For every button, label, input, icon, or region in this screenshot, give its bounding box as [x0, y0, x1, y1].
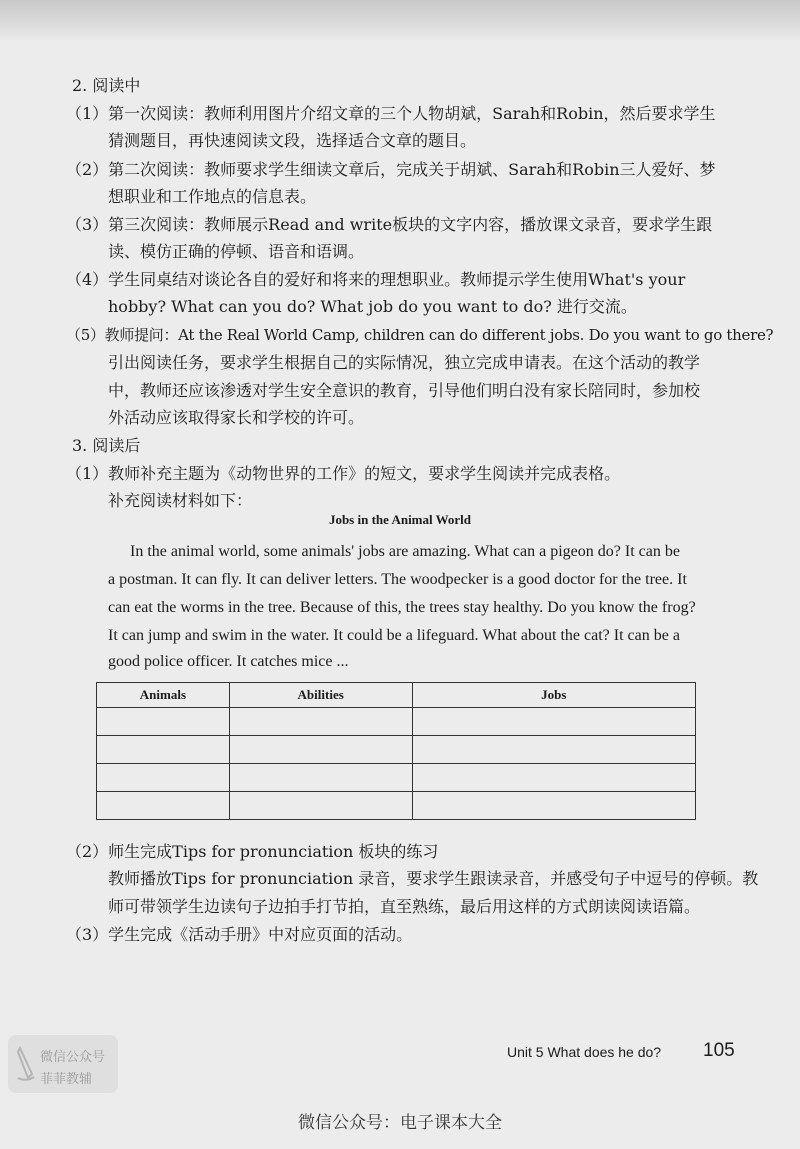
- reading-during-line: 想职业和工作地点的信息表。: [108, 187, 317, 206]
- article-line: good police officer. It catches mice ...: [108, 653, 349, 670]
- article-line: can eat the worms in the tree. Because of this, the trees stay healthy. Do you know the frog?: [108, 599, 696, 616]
- table-header-abilities: Abilities: [229, 683, 412, 708]
- table-row: [97, 708, 696, 736]
- reading-during-line: 外活动应该取得家长和学校的许可。: [108, 408, 365, 427]
- table-row: [97, 792, 696, 820]
- reading-during-line: 猜测题目，再快速阅读文段，选择适合文章的题目。: [108, 131, 477, 150]
- reading-during-line: （1）第一次阅读：教师利用图片介绍文章的三个人物胡斌，Sarah和Robin，然后要求学生: [66, 104, 716, 123]
- table-cell: [97, 708, 230, 736]
- section-heading-reading-during: 2. 阅读中: [72, 76, 141, 95]
- page-number: 105: [703, 1040, 735, 1061]
- reading-during-line: 引出阅读任务，要求学生根据自己的实际情况，独立完成申请表。在这个活动的教学: [108, 353, 701, 372]
- reading-during-line: （5）教师提问：At the Real World Camp, children can do different jobs. Do you want to go there?: [66, 326, 774, 344]
- table-cell: [229, 736, 412, 764]
- watermark-logo-line: 菲菲教辅: [40, 1072, 93, 1087]
- table-cell: [97, 736, 230, 764]
- reading-during-line: （3）第三次阅读：教师展示Read and write板块的文字内容，播放课文录音，要求学生跟: [66, 215, 713, 234]
- reading-during-line: （4）学生同桌结对谈论各自的爱好和将来的理想职业。教师提示学生使用What's your: [66, 270, 686, 289]
- reading-during-line: （2）第二次阅读：教师要求学生细读文章后，完成关于胡斌、Sarah和Robin三人爱好、梦: [66, 160, 716, 179]
- table-cell: [229, 708, 412, 736]
- table-header-jobs: Jobs: [412, 683, 695, 708]
- table-cell: [412, 764, 695, 792]
- running-footer-unit: Unit 5 What does he do?: [507, 1044, 662, 1060]
- reading-during-line: hobby? What can you do? What job do you want to do? 进行交流。: [108, 297, 637, 316]
- reading-after-line: （1）教师补充主题为《动物世界的工作》的短文，要求学生阅读并完成表格。: [66, 464, 621, 483]
- bottom-watermark: 微信公众号：电子课本大全: [298, 1113, 502, 1133]
- after-table-line: （3）学生完成《活动手册》中对应页面的活动。: [66, 925, 413, 944]
- table-cell: [229, 764, 412, 792]
- table-cell: [412, 792, 695, 820]
- article-title: Jobs in the Animal World: [328, 512, 472, 527]
- table-cell: [97, 764, 230, 792]
- after-table-line: 教师播放Tips for pronunciation 录音，要求学生跟读录音，并感受句子中逗号的停顿。教: [108, 869, 759, 888]
- table-cell: [97, 792, 230, 820]
- article-line: In the animal world, some animals' jobs are amazing. What can a pigeon do? It can be: [130, 543, 680, 560]
- reading-during-line: 中，教师还应该渗透对学生安全意识的教育，引导他们明白没有家长陪同时，参加校: [108, 381, 701, 400]
- table-header-row: [97, 683, 696, 708]
- article-line: It can jump and swim in the water. It could be a lifeguard. What about the cat? It can be a: [108, 627, 680, 644]
- reading-after-line: 补充阅读材料如下：: [108, 491, 253, 510]
- table-row: [97, 764, 696, 792]
- article-line: a postman. It can fly. It can deliver letters. The woodpecker is a good doctor for the tree. It: [108, 571, 687, 588]
- section-heading-reading-after: 3. 阅读后: [72, 436, 141, 455]
- watermark-logo-line: 微信公众号: [40, 1050, 106, 1065]
- table-cell: [412, 708, 695, 736]
- animal-jobs-table: [96, 682, 696, 820]
- pen-icon: [14, 1044, 38, 1084]
- table-row: [97, 736, 696, 764]
- table-cell: [229, 792, 412, 820]
- after-table-line: （2）师生完成Tips for pronunciation 板块的练习: [66, 842, 439, 861]
- after-table-line: 师可带领学生边读句子边拍手打节拍，直至熟练，最后用这样的方式朗读阅读语篇。: [108, 897, 701, 916]
- reading-during-line: 读、模仿正确的停顿、语音和语调。: [108, 242, 365, 261]
- table-header-animals: Animals: [97, 683, 230, 708]
- table-cell: [412, 736, 695, 764]
